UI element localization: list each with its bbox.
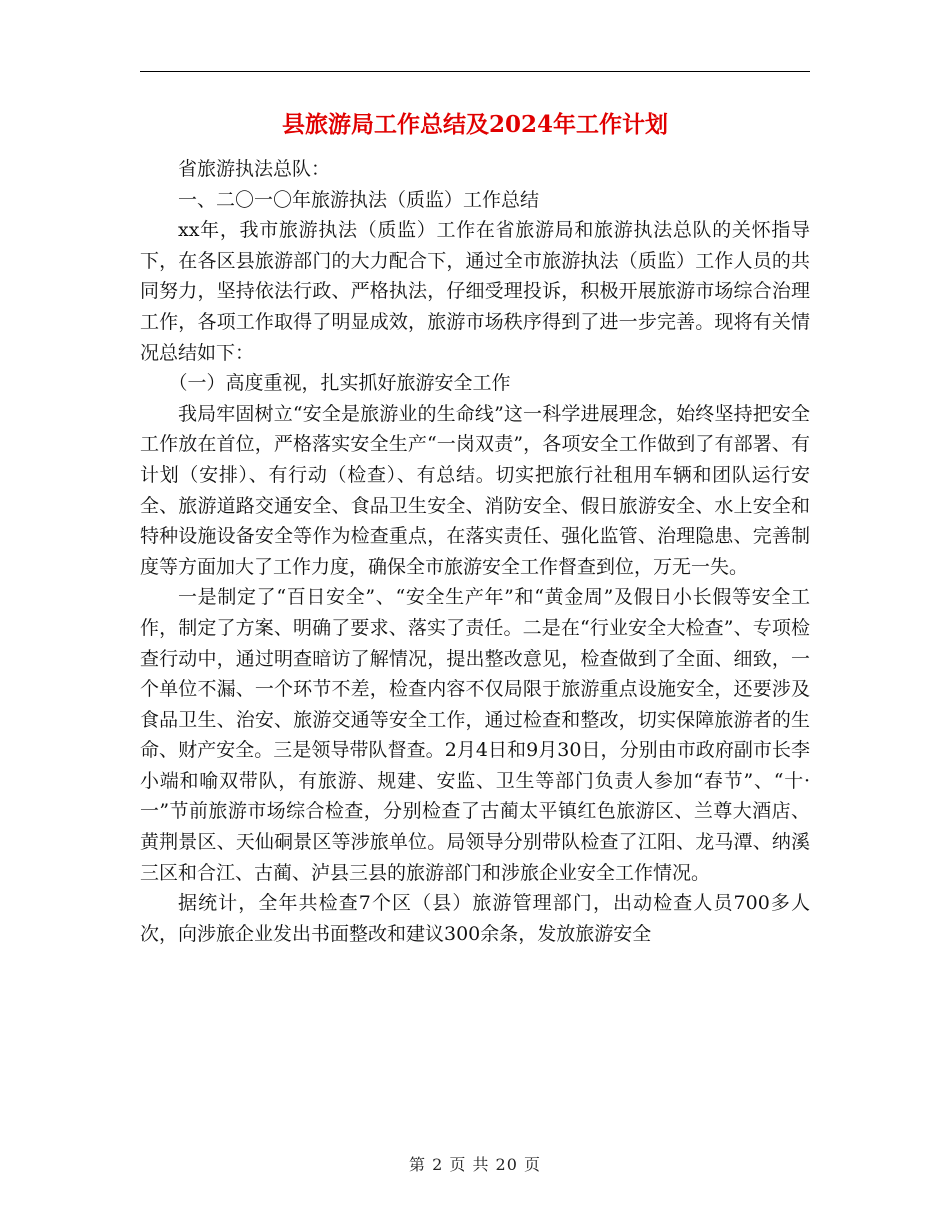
paragraph-intro: xx年，我市旅游执法（质监）工作在省旅游局和旅游执法总队的关怀指导下，在各区县旅游部门的大力配合下，通过全市旅游执法（质监）工作人员的共同努力，坚持依法行政、严格执法，仔细受理投诉，积极开展旅游市场综合治理工作，各项工作取得了明显成效，旅游市场秩序得到了进一步完善。现将有关情况总结如下： [140,219,810,364]
paragraph-measures: 一是制定了“百日安全”、“安全生产年”和“黄金周”及假日小长假等安全工作，制定了方案、明确了要求、落实了责任。二是在“行业安全大检查”、专项检查行动中，通过明查暗访了解情况，提出整改意见，检查做到了全面、细致，一个单位不漏、一个环节不差，检查内容不仅局限于旅游重点设施安全，还要涉及食品卫生、治安、旅游交通等安全工作，通过检查和整改，切实保障旅游者的生命、财产安全。三是领导带队督查。2月4日和9月30日，分别由市政府副市长李小端和喻双带队，有旅游、规建、安监、卫生等部门负责人参加“春节”、“十·一”节前旅游市场综合检查，分别检查了古蔺太平镇红色旅游区、兰尊大酒店、黄荆景区、天仙硐景区等涉旅单位。局领导分别带队检查了江阳、龙马潭、纳溪三区和合江、古蔺、泸县三县的旅游部门和涉旅企业安全工作情况。 [140,586,810,884]
paragraph-safety: 我局牢固树立“安全是旅游业的生命线”这一科学进展理念，始终坚持把安全工作放在首位，严格落实安全生产“一岗双责”，各项安全工作做到了有部署、有计划（安排）、有行动（检查）、有总结。切实把旅行社租用车辆和团队运行安全、旅游道路交通安全、食品卫生安全、消防安全、假日旅游安全、水上安全和特种设施设备安全等作为检查重点，在落实责任、强化监管、治理隐患、完善制度等方面加大了工作力度，确保全市旅游安全工作督查到位，万无一失。 [140,402,810,578]
document-body [140,154,810,949]
document-title: 县旅游局工作总结及2024年工作计划 [281,111,668,138]
paragraph-section-heading: 一、二〇一〇年旅游执法（质监）工作总结 [178,188,540,211]
paragraph-salutation: 省旅游执法总队： [178,158,331,180]
paragraph-statistics: 据统计，全年共检查7个区（县）旅游管理部门，出动检查人员700多人次，向涉旅企业发出书面整改和建议300余条，发放旅游安全 [140,892,810,945]
header-rule [140,71,810,72]
paragraph-subheading: （一）高度重视，扎实抓好旅游安全工作 [168,372,511,395]
page-footer: 第 2 页 共 20 页 [409,1155,541,1174]
